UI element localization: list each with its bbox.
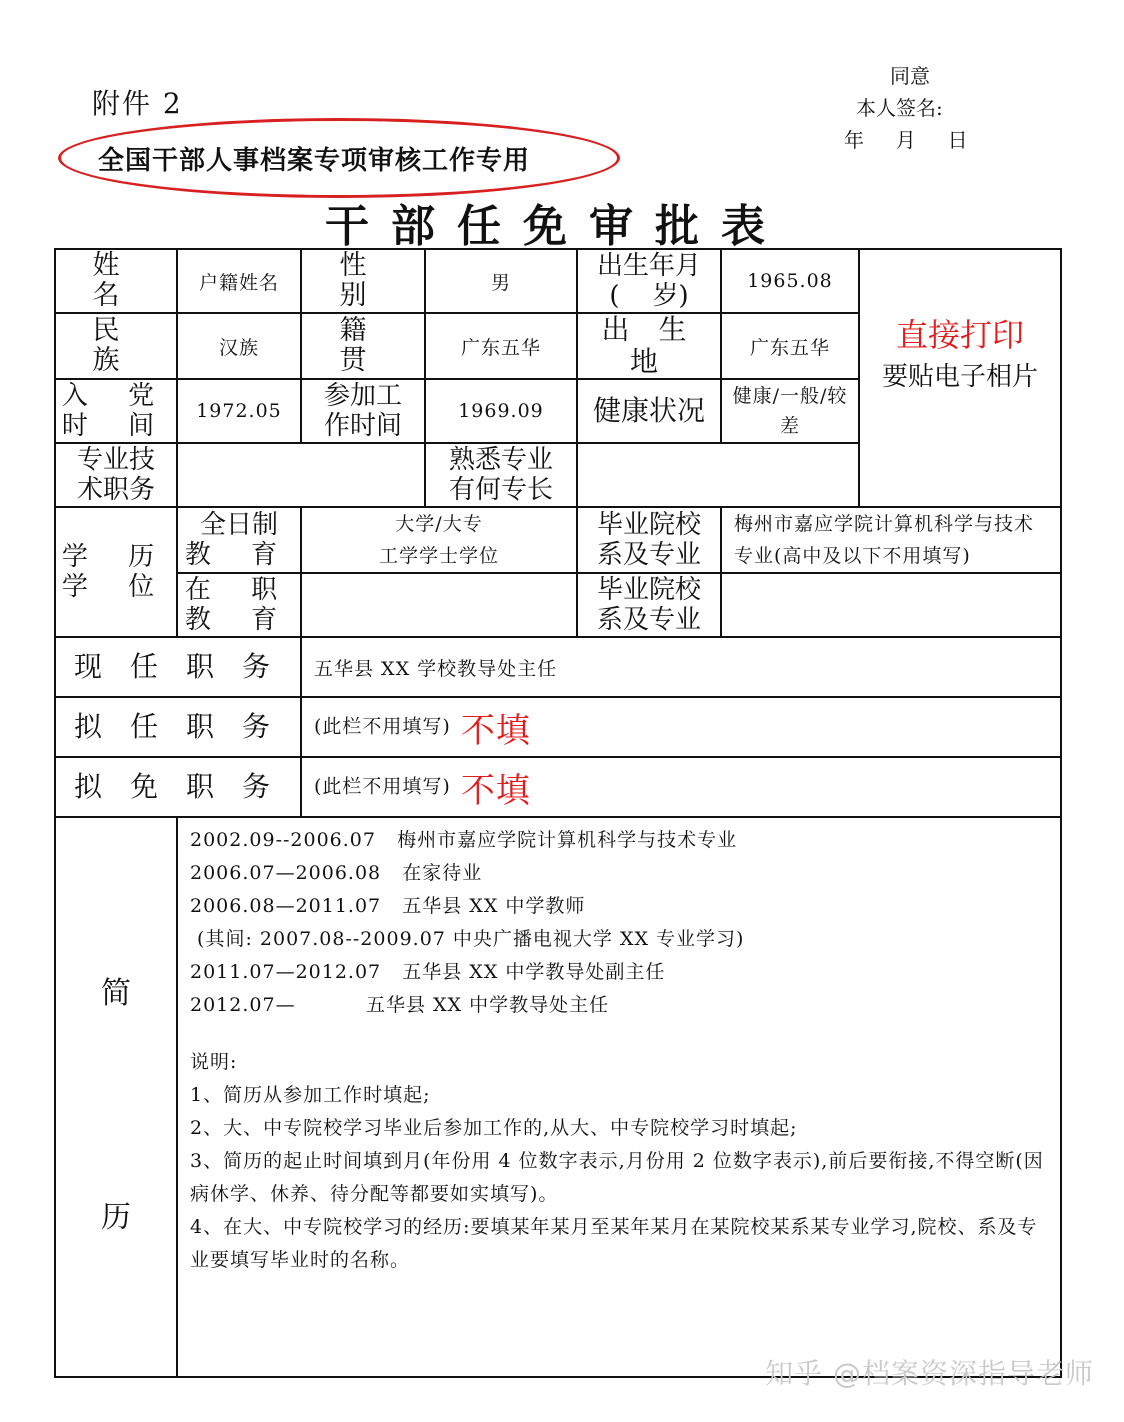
proposed-post-hint: (此栏不用填写) — [314, 715, 451, 737]
fulltime-education-value — [301, 507, 577, 573]
professional-title-label — [55, 443, 177, 507]
signature-label: 本人签名: — [856, 96, 943, 120]
expertise-label-line1: 熟悉专业 — [448, 445, 553, 475]
work-start-label-line2: 作时间 — [323, 411, 402, 441]
proposed-removal-not-fill: 不填 — [460, 770, 531, 811]
birth-date-value: 1965.08 — [721, 249, 859, 313]
proposed-post-value — [301, 697, 1061, 757]
inservice-school-value — [721, 573, 1061, 637]
work-start-label-line1: 参加工 — [323, 381, 402, 411]
proposed-removal-value — [301, 757, 1061, 817]
proposed-removal-hint: (此栏不用填写) — [314, 775, 451, 797]
inservice-label-line1: 在 职 — [184, 575, 294, 605]
note-item: 3、简历的起止时间填到月(年份用 4 位数字表示,月份用 2 位数字表示),前后要衔接,不得空断(因病休学、休养、待分配等都要如实填写)。 — [190, 1150, 1044, 1205]
name-label: 姓 名 — [55, 249, 177, 313]
fulltime-degree-line1: 大学/大专 — [395, 513, 483, 535]
resume-entry: 2011.07—2012.07 五华县 XX 中学教导处副主任 — [190, 961, 666, 983]
resume-content — [177, 817, 1061, 1377]
consent-block — [840, 60, 968, 156]
fulltime-school-label-line2: 系及专业 — [596, 540, 701, 570]
inservice-education-label — [177, 573, 301, 637]
photo-instruction-red: 直接打印 — [895, 316, 1024, 354]
resume-entry: 2002.09--2006.07 梅州市嘉应学院计算机科学与技术专业 — [190, 829, 738, 851]
special-use-banner: 全国干部人事档案专项审核工作专用 — [98, 146, 531, 176]
ethnicity-label: 民 族 — [55, 313, 177, 379]
gender-label: 性 别 — [301, 249, 425, 313]
photo-instruction: 要贴电子相片 — [881, 362, 1038, 392]
fulltime-education-label — [177, 507, 301, 573]
resume-entry: 2012.07— 五华县 XX 中学教导处主任 — [190, 994, 610, 1016]
expertise-label — [425, 443, 577, 507]
inservice-school-label-line1: 毕业院校 — [596, 575, 701, 605]
resume-label-char2: 历 — [101, 1200, 131, 1235]
inservice-school-label — [577, 573, 721, 637]
birth-date-label-line1: 出生年月 — [596, 251, 701, 281]
resume-label — [55, 817, 177, 1377]
native-place-label: 籍 贯 — [301, 313, 425, 379]
education-label-line2: 学 位 — [61, 572, 171, 602]
approval-form-table — [54, 248, 1062, 1378]
document-title: 干部任免审批表 — [325, 201, 787, 252]
native-place-value: 广东五华 — [425, 313, 577, 379]
inservice-label-line2: 教 育 — [184, 605, 294, 635]
notes-title: 说明: — [190, 1051, 238, 1073]
note-item: 4、在大、中专院校学习的经历:要填某年某月至某年某月在某院校某系某专业学习,院校、系及专业要填写毕业时的名称。 — [190, 1216, 1038, 1271]
note-item: 2、大、中专院校学习毕业后参加工作的,从大、中专院校学习时填起; — [190, 1117, 798, 1139]
party-join-label-line1: 入 党 — [61, 381, 171, 411]
professional-title-label-line2: 术职务 — [76, 475, 155, 505]
expertise-label-line2: 有何专长 — [448, 475, 553, 505]
birth-place-value: 广东五华 — [721, 313, 859, 379]
professional-title-value — [177, 443, 425, 507]
professional-title-label-line1: 专业技 — [76, 445, 155, 475]
inservice-school-label-line2: 系及专业 — [596, 605, 701, 635]
note-item: 1、简历从参加工作时填起; — [190, 1084, 431, 1106]
name-value: 户籍姓名 — [177, 249, 301, 313]
fulltime-label-line2: 教 育 — [184, 540, 294, 570]
resume-label-char1: 简 — [101, 976, 131, 1011]
proposed-post-label: 拟任职务 — [55, 697, 301, 757]
ethnicity-value: 汉族 — [177, 313, 301, 379]
fulltime-school-value: 梅州市嘉应学院计算机科学与技术专业(高中及以下不用填写) — [721, 507, 1061, 573]
expertise-value — [577, 443, 859, 507]
proposed-post-not-fill: 不填 — [460, 710, 531, 751]
fulltime-school-label — [577, 507, 721, 573]
fulltime-label-line1: 全日制 — [199, 510, 278, 540]
fulltime-school-label-line1: 毕业院校 — [596, 510, 701, 540]
party-join-label-line2: 时 间 — [61, 411, 171, 441]
resume-entry: 2006.08—2011.07 五华县 XX 中学教师 — [190, 895, 586, 917]
birth-date-label — [577, 249, 721, 313]
education-label-line1: 学 历 — [61, 542, 171, 572]
health-value: 健康/一般/较差 — [721, 379, 859, 443]
fulltime-degree-line2: 工学学士学位 — [378, 545, 499, 567]
work-start-label — [301, 379, 425, 443]
work-start-value: 1969.09 — [425, 379, 577, 443]
inservice-education-value — [301, 573, 577, 637]
current-post-label: 现任职务 — [55, 637, 301, 697]
education-label — [55, 507, 177, 637]
age-label: ( 岁) — [609, 281, 689, 311]
date-line: 年 月 日 — [844, 128, 968, 152]
attachment-number: 附件 2 — [92, 87, 183, 120]
birth-place-label: 出 生 地 — [577, 313, 721, 379]
party-join-value: 1972.05 — [177, 379, 301, 443]
current-post-value: 五华县 XX 学校教导处主任 — [301, 637, 1061, 697]
resume-entry: 2006.07—2006.08 在家待业 — [190, 862, 483, 884]
agree-text: 同意 — [890, 64, 930, 88]
health-label: 健康状况 — [577, 379, 721, 443]
gender-value: 男 — [425, 249, 577, 313]
proposed-removal-label: 拟免职务 — [55, 757, 301, 817]
watermark: 知乎 @档案资深指导老师 — [765, 1357, 1094, 1390]
resume-entry: (其间: 2007.08--2009.07 中央广播电视大学 XX 专业学习) — [190, 928, 745, 950]
photo-cell — [859, 249, 1061, 507]
party-join-label — [55, 379, 177, 443]
